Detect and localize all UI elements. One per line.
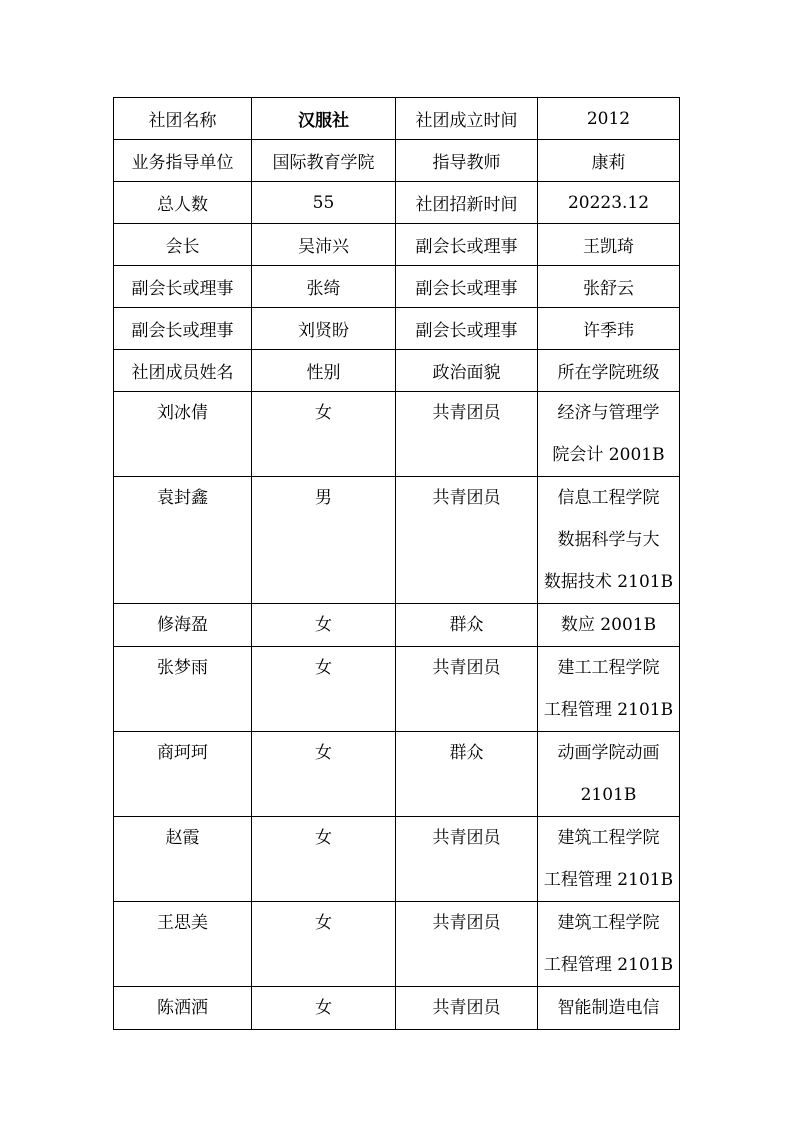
- label-vice: 副会长或理事: [114, 266, 252, 308]
- member-political: 共青团员: [396, 817, 538, 902]
- member-class-line: 经济与管理学: [557, 403, 660, 423]
- member-class-line: 工程管理 2101B: [543, 870, 674, 890]
- header-member-name: 社团成员姓名: [114, 350, 252, 392]
- label-supervisor-unit: 业务指导单位: [114, 140, 252, 182]
- label-vice: 副会长或理事: [396, 308, 538, 350]
- member-row: [114, 392, 680, 477]
- label-total: 总人数: [114, 182, 252, 224]
- value-founded: 2012: [538, 98, 680, 140]
- member-class-line: 建工工程学院: [557, 658, 660, 678]
- label-vice: 副会长或理事: [396, 266, 538, 308]
- table-row: [114, 98, 680, 140]
- value-vice: 刘贤盼: [252, 308, 396, 350]
- member-row: [114, 604, 680, 647]
- member-class-line: 工程管理 2101B: [543, 700, 674, 720]
- member-class-line: 数据科学与大: [557, 530, 660, 550]
- member-class: [538, 902, 680, 987]
- member-gender: 女: [252, 732, 396, 817]
- member-gender: 女: [252, 604, 396, 647]
- header-gender: 性别: [252, 350, 396, 392]
- member-gender: 女: [252, 817, 396, 902]
- member-political: 共青团员: [396, 477, 538, 604]
- label-recruit-time: 社团招新时间: [396, 182, 538, 224]
- member-name: 刘冰倩: [114, 392, 252, 477]
- member-class: [538, 987, 680, 1030]
- member-row: [114, 732, 680, 817]
- member-class-line: 建筑工程学院: [557, 828, 660, 848]
- value-vice: 王凯琦: [538, 224, 680, 266]
- member-gender: 女: [252, 902, 396, 987]
- header-class: 所在学院班级: [538, 350, 680, 392]
- member-name: 王思美: [114, 902, 252, 987]
- label-vice: 副会长或理事: [114, 308, 252, 350]
- header-political: 政治面貌: [396, 350, 538, 392]
- table-row: [114, 266, 680, 308]
- table-row: [114, 224, 680, 266]
- member-row: [114, 987, 680, 1030]
- member-gender: 女: [252, 392, 396, 477]
- member-class-line: 工程管理 2101B: [543, 955, 674, 975]
- members-list: [114, 392, 680, 1030]
- label-club-name: 社团名称: [114, 98, 252, 140]
- value-recruit-time: 20223.12: [538, 182, 680, 224]
- member-class-line: 建筑工程学院: [557, 913, 660, 933]
- table-row: [114, 308, 680, 350]
- member-political: 共青团员: [396, 902, 538, 987]
- members-header-row: [114, 350, 680, 392]
- club-info-table: [113, 97, 680, 1030]
- member-class-line: 数应 2001B: [560, 615, 657, 635]
- member-class-line: 院会计 2001B: [552, 445, 665, 465]
- member-political: 共青团员: [396, 987, 538, 1030]
- member-political: 共青团员: [396, 392, 538, 477]
- value-vice: 许季玮: [538, 308, 680, 350]
- value-club-name: 汉服社: [252, 98, 396, 140]
- table-row: [114, 182, 680, 224]
- label-president: 会长: [114, 224, 252, 266]
- value-supervisor-unit: 国际教育学院: [252, 140, 396, 182]
- member-gender: 女: [252, 647, 396, 732]
- member-row: [114, 477, 680, 604]
- member-class-line: 信息工程学院: [557, 488, 660, 508]
- value-total: 55: [252, 182, 396, 224]
- member-row: [114, 902, 680, 987]
- member-name: 袁封鑫: [114, 477, 252, 604]
- member-political: 群众: [396, 732, 538, 817]
- member-class: [538, 477, 680, 604]
- member-class: [538, 817, 680, 902]
- member-political: 共青团员: [396, 647, 538, 732]
- value-vice: 张舒云: [538, 266, 680, 308]
- label-teacher: 指导教师: [396, 140, 538, 182]
- member-class-line: 动画学院动画: [557, 743, 660, 763]
- member-row: [114, 817, 680, 902]
- value-teacher: 康莉: [538, 140, 680, 182]
- member-name: 张梦雨: [114, 647, 252, 732]
- label-founded: 社团成立时间: [396, 98, 538, 140]
- member-name: 修海盈: [114, 604, 252, 647]
- member-row: [114, 647, 680, 732]
- member-class-line: 数据技术 2101B: [543, 572, 674, 592]
- member-political: 群众: [396, 604, 538, 647]
- member-gender: 男: [252, 477, 396, 604]
- member-class-line: 2101B: [580, 785, 637, 805]
- value-president: 吴沛兴: [252, 224, 396, 266]
- member-gender: 女: [252, 987, 396, 1030]
- member-class: [538, 732, 680, 817]
- member-name: 陈洒洒: [114, 987, 252, 1030]
- member-class: [538, 647, 680, 732]
- member-name: 赵霞: [114, 817, 252, 902]
- member-class-line: 智能制造电信: [557, 998, 660, 1018]
- label-vice: 副会长或理事: [396, 224, 538, 266]
- member-name: 商珂珂: [114, 732, 252, 817]
- table-row: [114, 140, 680, 182]
- member-class: [538, 392, 680, 477]
- member-class: [538, 604, 680, 647]
- value-vice: 张绮: [252, 266, 396, 308]
